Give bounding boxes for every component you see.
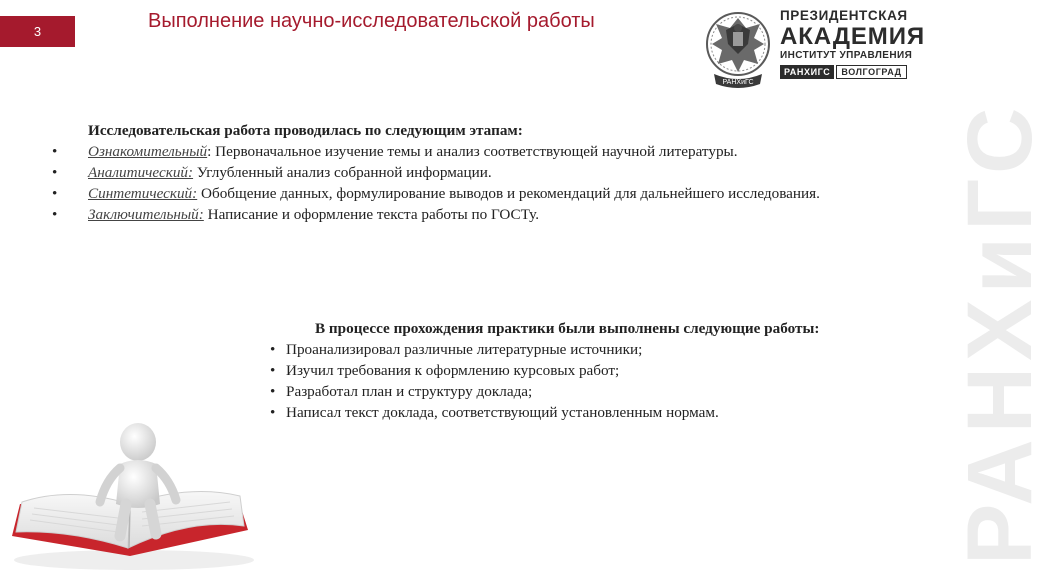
stage-item [52,183,846,204]
logo-line-3: ИНСТИТУТ УПРАВЛЕНИЯ [780,50,913,61]
stage-text: Обобщение данных, формулирование выводов и рекомендаций для дальнейшего исследования. [197,185,820,202]
stage-name: Синтетический: [88,185,198,202]
watermark-text: РАНХиГС [949,101,1051,565]
research-stages-heading: Исследовательская работа проводилась по следующим этапам: [88,122,523,139]
work-text: Написал текст доклада, соответствующий установленным нормам. [286,404,719,421]
stage-item [52,162,846,183]
stage-name: Ознакомительный [88,143,208,160]
research-stages-block [52,120,846,225]
work-item [270,381,880,402]
work-item [270,402,880,423]
bullet: • [52,143,58,160]
stage-text: Написание и оформление текста работы по ГОСТу. [203,206,540,223]
stage-separator: : [207,143,212,160]
stage-text: Углубленный анализ собранной информации. [193,164,492,181]
work-text: Изучил требования к оформлению курсовых работ; [286,362,620,379]
academy-emblem-icon [700,4,776,96]
work-item [270,339,880,360]
bullet: • [270,404,276,421]
practice-works-block [270,318,880,423]
bullet: • [52,164,58,181]
stage-item [52,141,846,162]
practice-works-heading: В процессе прохождения практики были выполнены следующие работы: [315,320,820,337]
logo-badge-ranepa: РАНХИГС [780,65,834,79]
work-text: Разработал план и структуру доклада; [286,383,533,400]
logo-line-1: ПРЕЗИДЕНТСКАЯ [780,8,908,23]
bullet: • [270,383,276,400]
stage-name: Заключительный: [88,206,204,223]
logo-badge-city: ВОЛГОГРАД [836,65,906,79]
emblem-ribbon-text: РАНХиГС [722,79,754,86]
logo-line-2: АКАДЕМИЯ [780,23,926,50]
logo-badges [780,65,925,79]
work-item [270,360,880,381]
academy-logo-text [780,8,925,79]
work-text: Проанализировал различные литературные источники; [286,341,643,358]
bullet: • [270,362,276,379]
academy-logo [700,4,930,96]
watermark [948,0,1051,574]
bullet: • [270,341,276,358]
slide-number-badge: 3 [0,16,75,47]
bullet: • [52,206,58,223]
figure-on-book-illustration [0,408,268,574]
bullet: • [52,185,58,202]
stage-name: Аналитический: [88,164,194,181]
stage-text: Первоначальное изучение темы и анализ соответствующей научной литературы. [211,143,738,160]
stage-item [52,204,846,225]
slide-title: Выполнение научно-исследовательской работы [148,10,595,32]
